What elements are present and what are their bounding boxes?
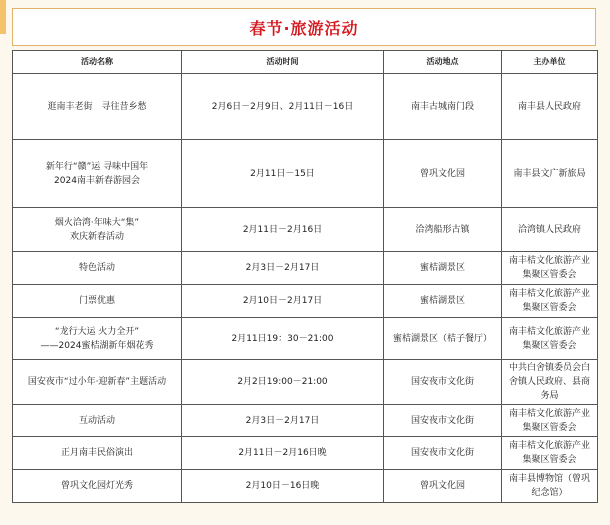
- activity-place: [384, 405, 502, 437]
- activity-place: [384, 285, 502, 318]
- table-row: [13, 74, 598, 140]
- organizer-line: 南丰县文广新旅局: [513, 168, 586, 179]
- organizer-line: 集聚区管委会: [522, 340, 577, 351]
- activity-place: [384, 140, 502, 208]
- organizer-line: 南丰桔文化旅游产业: [508, 441, 590, 451]
- activity-place: [384, 360, 502, 405]
- header-time: 活动时间: [182, 51, 384, 74]
- organizer: [502, 318, 598, 360]
- activity-time: 2月10日－16日晚: [182, 470, 384, 503]
- activity-place-line: 曾巩文化园: [419, 168, 465, 179]
- organizer-line: 洽湾镇人民政府: [517, 224, 581, 235]
- schedule-table: [12, 50, 598, 503]
- activity-time: 2月3日－2月17日: [182, 252, 384, 285]
- activity-place-line: 国安夜市文化街: [410, 415, 474, 426]
- activity-time: 2月11日－2月16日晚: [182, 437, 384, 470]
- organizer-line: 南丰桔文化旅游产业: [508, 289, 590, 299]
- table-body: [13, 74, 598, 503]
- organizer: [502, 285, 598, 318]
- activity-name: [13, 405, 182, 437]
- table-row: [13, 208, 598, 252]
- activity-name-line: 逛南丰老街 寻往昔乡愁: [47, 101, 147, 112]
- activity-name-line: “龙行大运 火力全开”: [54, 326, 140, 337]
- header-org: 主办单位: [502, 51, 598, 74]
- header-row: [13, 51, 598, 74]
- activity-place: [384, 318, 502, 360]
- organizer: [502, 405, 598, 437]
- organizer: [502, 437, 598, 470]
- header-name: 活动名称: [13, 51, 182, 74]
- table-row: [13, 252, 598, 285]
- activity-place-line: 蜜桔湖景区: [419, 296, 465, 306]
- table-row: [13, 437, 598, 470]
- table-row: [13, 405, 598, 437]
- activity-place: [384, 437, 502, 470]
- organizer-line: 南丰桔文化旅游产业: [508, 326, 590, 337]
- organizer-line: 集聚区管委会: [522, 270, 577, 280]
- table-row: [13, 140, 598, 208]
- activity-name: [13, 318, 182, 360]
- activity-time: 2月11日－15日: [182, 140, 384, 208]
- organizer: [502, 74, 598, 140]
- activity-name-line: 曾巩文化园灯光秀: [60, 481, 133, 491]
- organizer: [502, 360, 598, 405]
- activity-place-line: 南丰古城南门段: [410, 101, 474, 112]
- title-banner: [12, 8, 596, 46]
- activity-name-line: 2024南丰新春游园会: [54, 175, 140, 186]
- activity-place: [384, 208, 502, 252]
- activity-name-line: ——2024蜜桔湖新年烟花秀: [40, 340, 154, 351]
- organizer-line: 集聚区管委会: [522, 422, 577, 433]
- activity-name: [13, 470, 182, 503]
- activity-name-line: 门票优惠: [78, 296, 115, 306]
- activity-name-line: 新年行“赣”运 寻味中国年: [45, 161, 149, 172]
- organizer-line: 南丰桔文化旅游产业: [508, 408, 590, 419]
- table-row: [13, 470, 598, 503]
- activity-name: [13, 208, 182, 252]
- activity-place: [384, 470, 502, 503]
- activity-name-line: 正月南丰民俗演出: [60, 448, 133, 458]
- activity-name-line: 欢庆新春活动: [69, 231, 124, 242]
- activity-name-line: 互动活动: [78, 415, 115, 426]
- organizer-line: 南丰桔文化旅游产业: [508, 256, 590, 266]
- organizer: [502, 208, 598, 252]
- activity-place-line: 国安夜市文化街: [410, 448, 474, 458]
- activity-name-line: 特色活动: [78, 263, 115, 273]
- organizer-line: 集聚区管委会: [522, 303, 577, 313]
- organizer: [502, 140, 598, 208]
- activity-place: [384, 74, 502, 140]
- activity-place: [384, 252, 502, 285]
- organizer: [502, 252, 598, 285]
- activity-name: [13, 252, 182, 285]
- activity-time: 2月11日－2月16日: [182, 208, 384, 252]
- activity-time: 2月3日－2月17日: [182, 405, 384, 437]
- table-row: [13, 360, 598, 405]
- activity-time: 2月2日19:00－21:00: [182, 360, 384, 405]
- activity-name: [13, 140, 182, 208]
- activity-time: 2月10日－2月17日: [182, 285, 384, 318]
- activity-place-line: 蜜桔湖景区（桔子餐厅）: [392, 333, 492, 344]
- activity-place-line: 曾巩文化园: [419, 481, 465, 491]
- activity-name-line: 烟火洽湾·年味大“集”: [54, 217, 140, 228]
- page-title: 春节·旅游活动: [249, 18, 359, 38]
- activity-place-line: 国安夜市文化街: [410, 377, 474, 387]
- header-place: 活动地点: [384, 51, 502, 74]
- left-accent-bar: [0, 0, 6, 34]
- organizer-line: 南丰县人民政府: [517, 101, 581, 112]
- activity-place-line: 蜜桔湖景区: [419, 263, 465, 273]
- activity-time: 2月6日－2月9日、2月11日－16日: [182, 74, 384, 140]
- organizer-line: 纪念馆）: [531, 488, 568, 498]
- activity-name: [13, 437, 182, 470]
- activity-name: [13, 360, 182, 405]
- organizer-line: 集聚区管委会: [522, 455, 577, 465]
- organizer: [502, 470, 598, 503]
- table-row: [13, 285, 598, 318]
- organizer-line: 中共白舍镇委员会白: [508, 363, 590, 373]
- organizer-line: 舍镇人民政府、县商: [508, 377, 590, 387]
- activity-time: 2月11日19：30－21:00: [182, 318, 384, 360]
- organizer-line: 南丰县博物馆（曾巩: [508, 474, 590, 484]
- organizer-line: 务局: [540, 391, 559, 401]
- activity-place-line: 洽湾船形古镇: [415, 224, 470, 235]
- activity-name: [13, 285, 182, 318]
- table-row: [13, 318, 598, 360]
- activity-name-line: 国安夜市“过小年·迎新春”主题活动: [27, 377, 167, 387]
- activity-name: [13, 74, 182, 140]
